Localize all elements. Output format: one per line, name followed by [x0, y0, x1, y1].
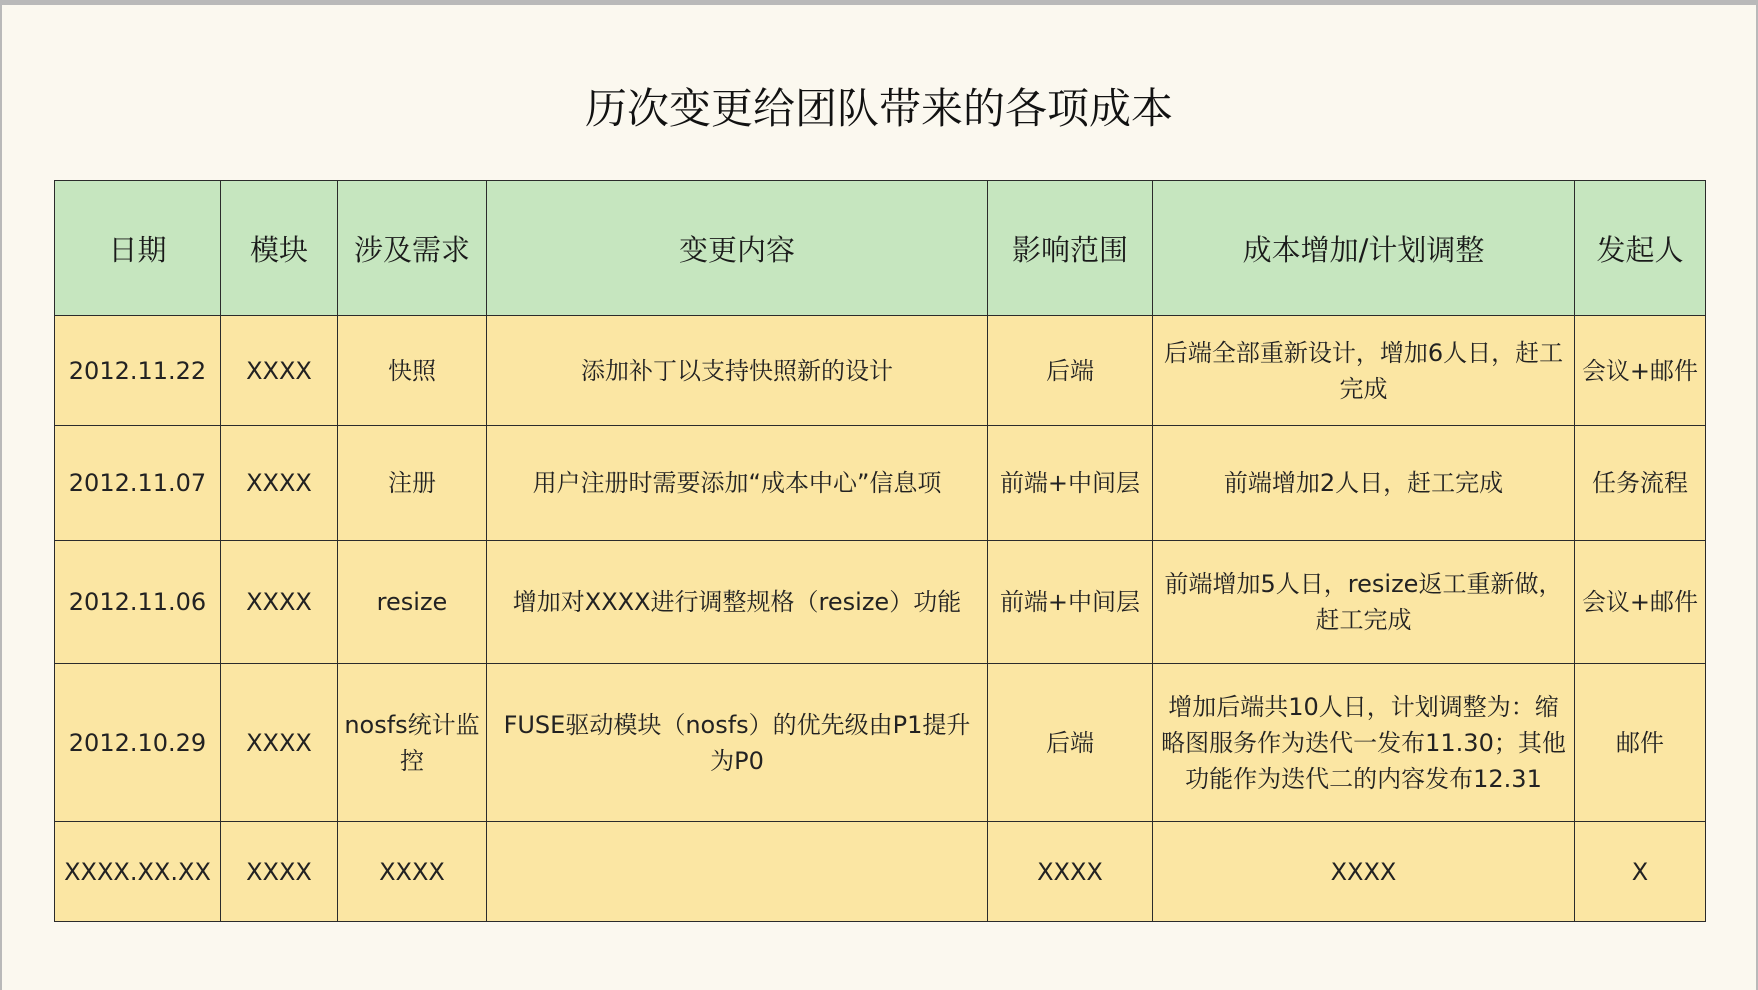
- cell-cost: 后端全部重新设计，增加6人日，赶工完成: [1153, 316, 1575, 426]
- header-date: 日期: [55, 181, 221, 316]
- header-change: 变更内容: [487, 181, 988, 316]
- table-row: [55, 541, 1706, 664]
- cell-change: FUSE驱动模块（nosfs）的优先级由P1提升为P0: [487, 664, 988, 822]
- cell-change: 增加对XXXX进行调整规格（resize）功能: [487, 541, 988, 664]
- cell-change: [487, 822, 988, 922]
- cell-initiator: 任务流程: [1575, 426, 1706, 541]
- cell-initiator: 邮件: [1575, 664, 1706, 822]
- cell-initiator: 会议+邮件: [1575, 541, 1706, 664]
- table-header-row: [55, 181, 1706, 316]
- table-row: [55, 664, 1706, 822]
- cell-change: 添加补丁以支持快照新的设计: [487, 316, 988, 426]
- cell-module: XXXX: [221, 541, 338, 664]
- cell-cost: XXXX: [1153, 822, 1575, 922]
- cell-initiator: X: [1575, 822, 1706, 922]
- cell-cost: 前端增加2人日，赶工完成: [1153, 426, 1575, 541]
- cell-scope: 后端: [988, 664, 1153, 822]
- cell-module: XXXX: [221, 316, 338, 426]
- cell-module: XXXX: [221, 426, 338, 541]
- cell-scope: 前端+中间层: [988, 426, 1153, 541]
- header-initiator: 发起人: [1575, 181, 1706, 316]
- cell-module: XXXX: [221, 822, 338, 922]
- header-module: 模块: [221, 181, 338, 316]
- cell-cost: 前端增加5人日，resize返工重新做，赶工完成: [1153, 541, 1575, 664]
- cell-date: 2012.11.07: [55, 426, 221, 541]
- table-row: [55, 316, 1706, 426]
- cell-scope: XXXX: [988, 822, 1153, 922]
- cell-requirement: 注册: [338, 426, 487, 541]
- cell-scope: 后端: [988, 316, 1153, 426]
- cell-date: 2012.11.06: [55, 541, 221, 664]
- cell-date: XXXX.XX.XX: [55, 822, 221, 922]
- cell-requirement: resize: [338, 541, 487, 664]
- cell-change: 用户注册时需要添加“成本中心”信息项: [487, 426, 988, 541]
- change-cost-table: [54, 180, 1706, 922]
- page-title: 历次变更给团队带来的各项成本: [584, 84, 1173, 133]
- cell-module: XXXX: [221, 664, 338, 822]
- table-row: [55, 426, 1706, 541]
- cell-requirement: 快照: [338, 316, 487, 426]
- cell-requirement: XXXX: [338, 822, 487, 922]
- cell-requirement: nosfs统计监控: [338, 664, 487, 822]
- table-row: [55, 822, 1706, 922]
- header-scope: 影响范围: [988, 181, 1153, 316]
- cell-date: 2012.10.29: [55, 664, 221, 822]
- cell-cost: 增加后端共10人日，计划调整为：缩略图服务作为迭代一发布11.30；其他功能作为迭代二的内容发布12.31: [1153, 664, 1575, 822]
- cell-initiator: 会议+邮件: [1575, 316, 1706, 426]
- header-requirement: 涉及需求: [338, 181, 487, 316]
- cell-scope: 前端+中间层: [988, 541, 1153, 664]
- cell-date: 2012.11.22: [55, 316, 221, 426]
- header-cost: 成本增加/计划调整: [1153, 181, 1575, 316]
- slide-page: [2, 5, 1756, 990]
